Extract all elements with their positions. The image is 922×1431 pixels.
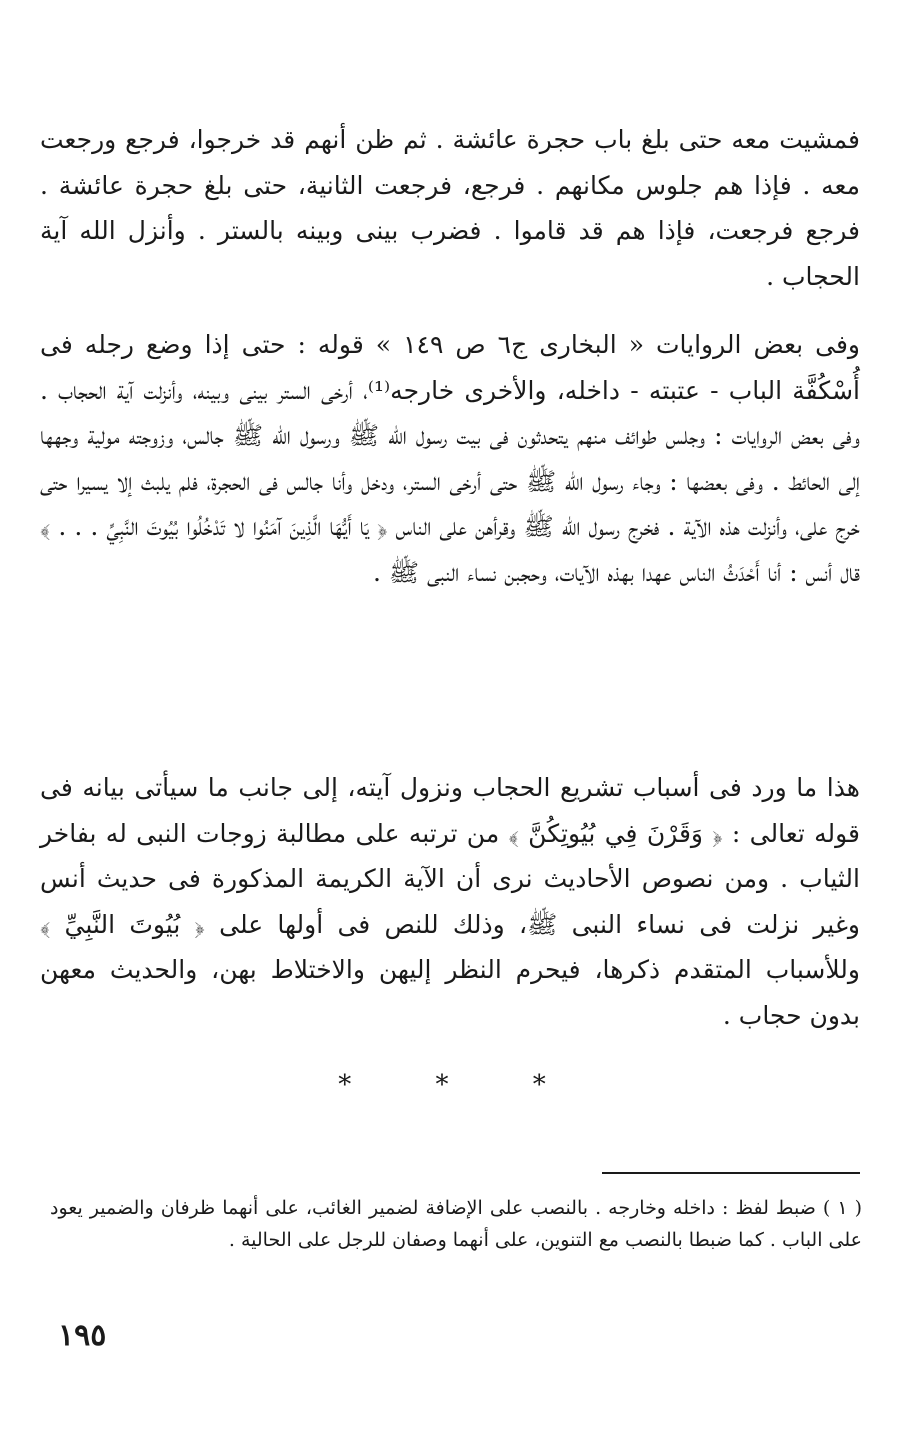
body-paragraph-2: وفى بعض الروايات « البخارى ج٦ ص ١٤٩ » قوله : حتى إذا وضع رجله فى أُسْكُفَّة الباب - عتبته - داخله، والأخرى خارجه⁽¹⁾، أرخى الستر بينى وبينه، وأنزلت آية الحجاب . وفى بعض الروايات : وجلس طوائف منهم يتحدثون فى بيت رسول الله ﷺ ورسول الله ﷺ جالس، وزوجته مولية وجهها إلى الحائط . وفى بعضها : وجاء رسول الله ﷺ حتى أرخى الستر، ودخل وأنا جالس فى الحجرة، فلم يلبث إلا يسيرا حتى خرج على، وأنزلت هذه الآية . فخرج رسول الله ﷺ وقرأهن على الناس ﴿ يَا أَيُّهَا الَّذِينَ آمَنُوا لا تَدْخُلُوا بُيُوتَ النَّبِيِّ . . . ﴾ قال أنس : أنا أَحْدَثُ الناس عهدا بهذه الآيات، وحجبن نساء النبى ﷺ . <box>40 330 861 587</box>
section-separator: * * * <box>338 1070 584 1100</box>
body-paragraph-1: فمشيت معه حتى بلغ باب حجرة عائشة . ثم ظن أنهم قد خرجوا، فرجع ورجعت معه . فإذا هم جلوس مكانهم . فرجع، فرجعت الثانية، حتى بلغ حجرة عائشة . فرجع فرجعت، فإذا هم قد قاموا . فضرب بينى وبينه بالستر . وأنزل الله آية الحجاب . <box>40 125 860 291</box>
footnote: ( ١ ) ضبط لفظ : داخله وخارجه . بالنصب على الإضافة لضمير الغائب، على أنهما ظرفان والضمير يعود على الباب . كما ضبطا بالنصب مع التنوين، على أنهما وصفان للرجل على الحالية . <box>50 1197 862 1251</box>
footnote-divider <box>602 1172 860 1174</box>
page-number: ١٩٥ <box>58 1318 107 1353</box>
body-paragraph-3: هذا ما ورد فى أسباب تشريع الحجاب ونزول آيته، إلى جانب ما سيأتى بيانه فى قوله تعالى : ﴿ وَقَرْنَ فِي بُيُوتِكُنَّ ﴾ من ترتبه على مطالبة زوجات النبى له بفاخر الثياب . ومن نصوص الأحاديث نرى أن الآية الكريمة المذكورة فى حديث أنس وغير نزلت فى نساء النبى ﷺ، وذلك للنص فى أولها على ﴿ بُيُوتَ النَّبِيِّ ﴾ وللأسباب المتقدم ذكرها، فيحرم النظر إليهن والاختلاط بهن، والحديث معهن بدون حجاب . <box>40 773 860 1030</box>
